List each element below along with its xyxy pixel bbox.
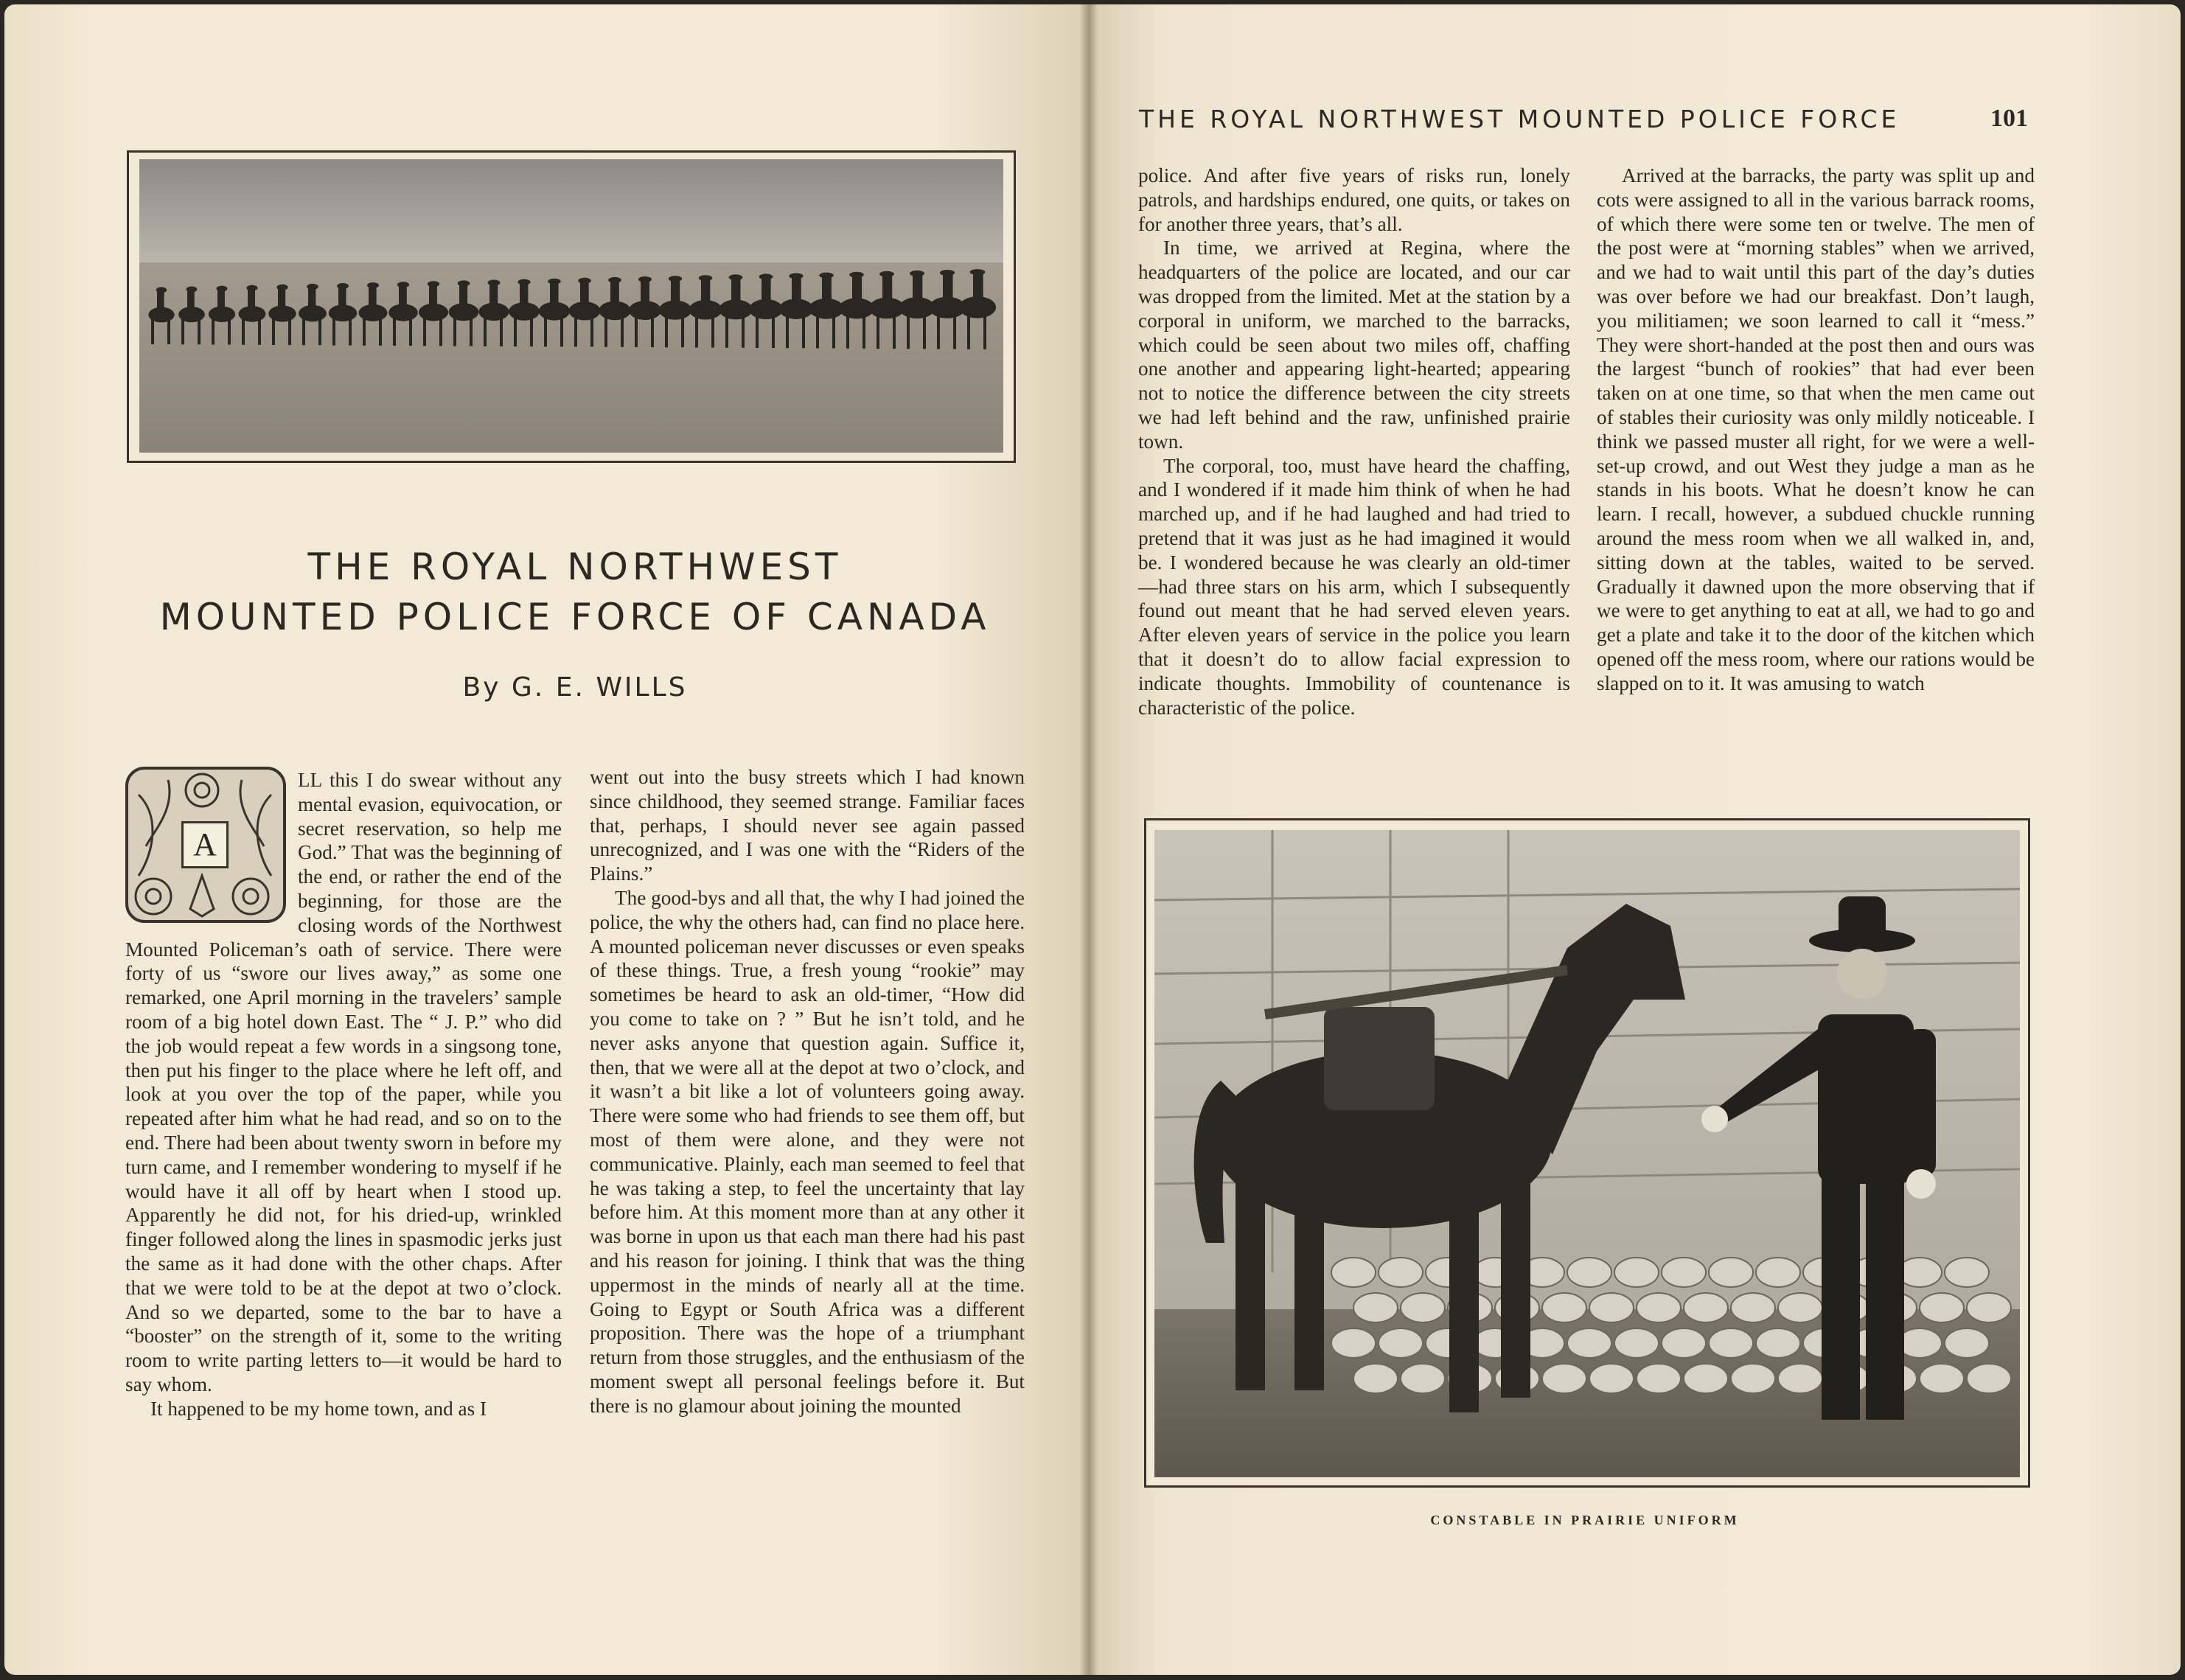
article-title-line1: THE ROYAL NORTHWEST xyxy=(307,546,843,588)
initial-letter: A xyxy=(181,821,229,868)
article-byline: By G. E. WILLS xyxy=(462,672,688,703)
ornamental-initial xyxy=(124,765,288,924)
paragraph: The corporal, too, must have heard the chaffing, and I wondered if it made him think of when he had marched up, and if he had laughed and had tried to pretend that it was just as he had imagined it would be. I wondered because he was clearly an old-timer —had three stars on his arm, which I subsequently found out meant that he had served eleven years. After eleven years of service in the police you learn that it doesn’t do to allow facial expression to indicate thoughts. Immobility of countenance is characteristic of the police. xyxy=(1138,454,1570,719)
article-title-line2: MOUNTED POLICE FORCE OF CANADA xyxy=(159,596,991,638)
paragraph: police. And after five years of risks run, lonely patrols, and hardships endured, one quits, or takes on for another three years, that’s all. xyxy=(1138,164,1570,235)
paragraph: The good-bys and all that, the why I had joined the police, the why the others had, can find no place here. A mounted policeman never discusses or even speaks of these things. True, a fresh young “rookie” may sometimes be heard to ask an old-timer, “How did you come to take on ? ” But he isn’t told, and he never asks anyone that question again. Suffice it, then, that we were all at the depot at two o’clock, and it wasn’t a bit like a lot of volunteers going away. There were some who had friends to see them off, but most of them were alone, and they were not communicative. Plainly, each man seemed to feel that he was taking a step, to feel the uncertainty that lay before him. At this moment more than at any other it was borne in upon us that each man there had his past and his reason for joining. I think that was the thing uppermost in the minds of nearly all at the time. Going to Egypt or South Africa was a different proposition. There was the hope of a triumphant return from those struggles, and the enthusiasm of the moment swept all personal feelings before it. But there is no glamour about joining the mounted xyxy=(590,886,1025,1417)
paragraph: It happened to be my home town, and as I xyxy=(150,1397,487,1420)
running-head: THE ROYAL NORTHWEST MOUNTED POLICE FORCE xyxy=(1139,105,1900,133)
troop-photo xyxy=(139,159,1003,453)
book-gutter xyxy=(1079,4,1098,1675)
constable-photo xyxy=(1154,830,2020,1477)
paragraph: LL this I do swear without any mental evasion, equivocation, or secret reservation, so help me God.” That was the beginning of the end, or rather the end of the beginning, for those are the closing words of the Northwest Mounted Policeman’s oath of service. There were forty of us “swore our lives away,” as some one remarked, one April morning in the travelers’ sample room of a big hotel down East. The “ J. P.” who did the job would repeat a few words in a singsong tone, then put his finger to the place where he left off, and look at you over the top of the paper, while you repeated after him what he had read, and so on to the end. There had been about twenty sworn in before my turn came, and I remember wondering to myself if he would have it all off by heart when I stood up. Apparently he did not, for his dried-up, wrinkled finger followed along the lines in spasmodic jerks just the same as it had done with the other chaps. After that we were told to be at the depot at two o’clock. And so we departed, some to the bar to have a “booster” on the strength of it, some to the writing room to write parting letters to—it would be hard to say whom. xyxy=(125,769,562,1395)
left-column-2 xyxy=(590,765,1025,1418)
page-number: 101 xyxy=(1990,105,2028,132)
paragraph: went out into the busy streets which I had known since childhood, they seemed strange. Familiar faces that, perhaps, I should never see again passed unrecognized, and I was one with the “Riders of the Plains.” xyxy=(590,766,1025,885)
paragraph: In time, we arrived at Regina, where the headquarters of the police are located, and our car was dropped from the limited. Met at the station by a corporal in uniform, we marched to the barracks, which could be seen about two miles off, chaffing one another and appearing light-hearted; appearing not to notice the difference between the city streets we had left behind and the raw, unfinished prairie town. xyxy=(1138,237,1570,453)
right-column-2 xyxy=(1597,164,2035,696)
right-column-1 xyxy=(1138,164,1570,719)
photo-caption: CONSTABLE IN PRAIRIE UNIFORM xyxy=(1430,1513,1740,1527)
paragraph: Arrived at the barracks, the party was split up and cots were assigned to all in the various barrack rooms, of which there were some ten or twelve. The men of the post were at “morning stables” when we arrived, and we had to wait until this part of the day’s duties was over before we had our breakfast. Don’t laugh, you militiamen; we soon learned to call it “mess.” They were short-handed at the post then and ours was the largest “bunch of rookies” that had ever been taken on at one time, so that when the men came out of stables their curiosity was only mildly noticeable. I think we passed muster all right, for we were a well-set-up crowd, and out West they judge a man as he stands in his boots. What he doesn’t know he can learn. I recall, however, a subdued chuckle running around the mess room when we all walked in, and, sitting down at the tables, waited to be served. Gradually it dawned upon the more observing that if we were to get anything to eat at all, we had to go and get a plate and take it to the door of the kitchen which opened off the mess room, where our rations would be slapped on to it. It was amusing to watch xyxy=(1597,164,2035,694)
left-column-1 xyxy=(125,768,562,1421)
